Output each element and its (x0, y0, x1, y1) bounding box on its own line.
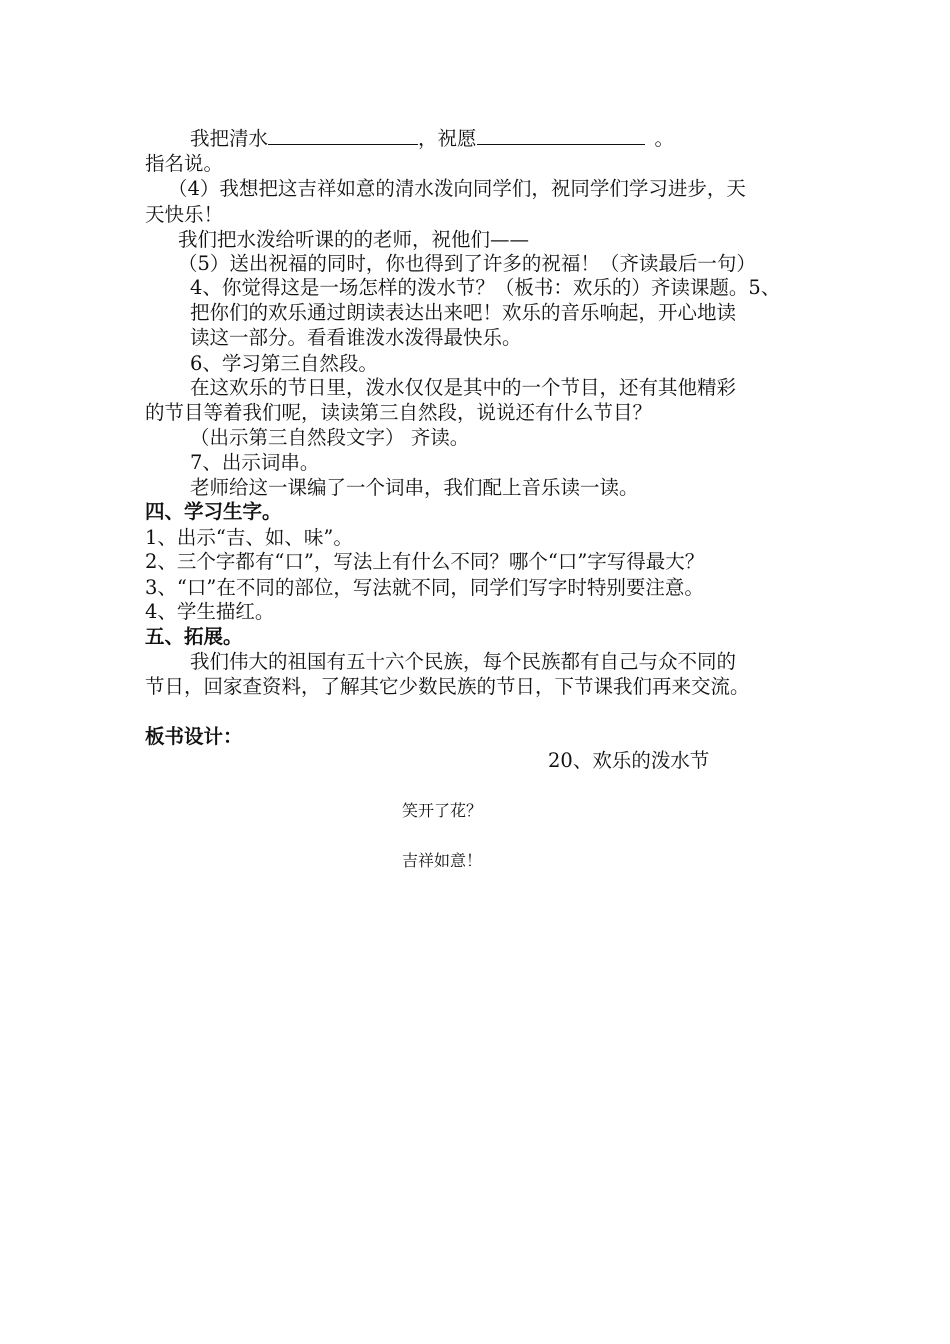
paragraph-line: 把你们的欢乐通过朗读表达出来吧！欢乐的音乐响起，开心地读 (190, 301, 737, 324)
paragraph-line: 6、学习第三自然段。 (190, 352, 378, 375)
paragraph-line: （5）送出祝福的同时，你也得到了许多的祝福！（齐读最后一句） (178, 252, 756, 275)
paragraph-line: 天快乐！ (145, 203, 224, 226)
paragraph-line: （4）我想把这吉祥如意的清水泼向同学们，祝同学们学习进步，天 (168, 177, 746, 200)
blank-1 (268, 124, 418, 145)
paragraph-line: 老师给这一课编了一个词串，我们配上音乐读一读。 (190, 476, 639, 499)
paragraph-line: 我们把水泼给听课的的老师，祝他们—— (178, 228, 530, 251)
sentence-part-2: ，祝愿 (418, 127, 477, 150)
section-heading: 四、学习生字。 (145, 500, 282, 523)
board-line: 笑开了花？ (402, 801, 483, 820)
sentence-part-3: 。 (654, 127, 675, 150)
paragraph-line: 我们伟大的祖国有五十六个民族，每个民族都有自己与众不同的 (190, 650, 737, 673)
paragraph-line: （出示第三自然段文字） 齐读。 (190, 426, 470, 449)
list-item: 2、三个字都有“口”，写法上有什么不同？哪个“口”字写得最大？ (145, 550, 705, 573)
paragraph-line: 指名说。 (145, 152, 224, 175)
list-item: 1、出示“吉、如、味”。 (145, 526, 353, 549)
paragraph-line: 在这欢乐的节日里，泼水仅仅是其中的一个节目，还有其他精彩 (190, 376, 737, 399)
board-line: 吉祥如意！ (402, 851, 483, 870)
list-item: 4、学生描红。 (145, 600, 275, 623)
sentence-part-1: 我把清水 (190, 127, 269, 150)
paragraph-line: 4、你觉得这是一场怎样的泼水节？（板书：欢乐的）齐读课题。5、 (190, 276, 781, 299)
paragraph-line: 的节目等着我们呢，读读第三自然段，说说还有什么节目？ (145, 401, 653, 424)
list-item: 3、“口”在不同的部位，写法就不同，同学们写字时特别要注意。 (145, 576, 704, 599)
board-design-heading: 板书设计： (145, 725, 243, 748)
section-heading: 五、拓展。 (145, 625, 243, 648)
board-title: 20、欢乐的泼水节 (548, 749, 710, 772)
paragraph-line: 节日，回家查资料，了解其它少数民族的节日，下节课我们再来交流。 (145, 675, 750, 698)
blank-2 (477, 124, 645, 145)
paragraph-line: 7、出示词串。 (190, 451, 320, 474)
paragraph-line: 读这一部分。看看谁泼水泼得最快乐。 (190, 326, 522, 349)
fill-in-sentence (190, 124, 674, 153)
